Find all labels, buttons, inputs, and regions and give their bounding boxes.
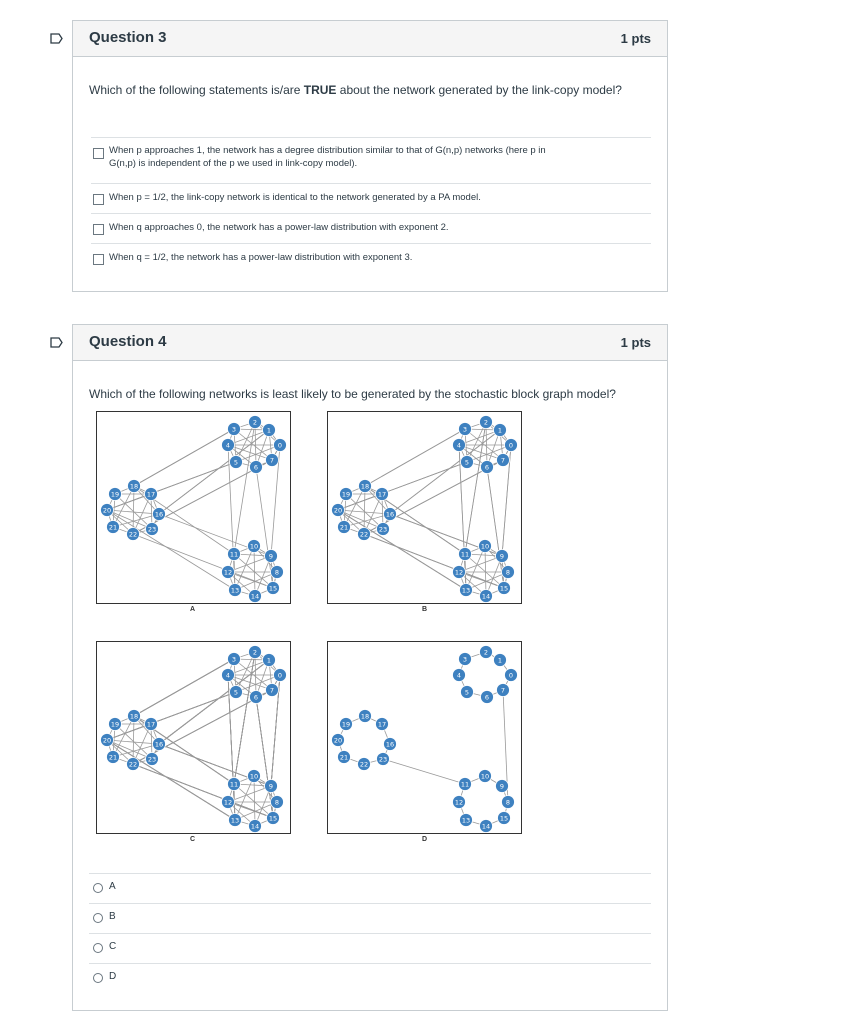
q3-option-1[interactable] [91, 137, 651, 184]
graph-node [480, 590, 493, 603]
svg-text:16: 16 [154, 740, 164, 749]
svg-text:20: 20 [102, 506, 112, 515]
network-graph-c [96, 641, 291, 834]
graph-node [265, 550, 278, 563]
graph-node [340, 488, 353, 501]
graph-node [248, 770, 261, 783]
svg-text:19: 19 [341, 490, 351, 499]
graph-node [453, 796, 466, 809]
q3-option-1-checkbox[interactable] [93, 148, 104, 159]
graph-node [271, 566, 284, 579]
svg-text:11: 11 [460, 550, 470, 559]
svg-text:14: 14 [481, 592, 491, 601]
graph-node [332, 504, 345, 517]
svg-text:3: 3 [462, 425, 468, 434]
svg-text:0: 0 [508, 671, 514, 680]
graph-edge [134, 429, 234, 486]
svg-text:12: 12 [454, 798, 464, 807]
graph-edge [254, 776, 255, 826]
q4-choice-c[interactable] [89, 933, 651, 964]
graph-node [230, 456, 243, 469]
graph-node [222, 439, 235, 452]
network-graph-a [96, 411, 291, 604]
graph-label-a: A [190, 606, 196, 613]
graph-node [502, 566, 515, 579]
graph-node [250, 461, 263, 474]
svg-text:6: 6 [253, 463, 259, 472]
graph-node [338, 751, 351, 764]
svg-text:9: 9 [499, 552, 505, 561]
graph-node [250, 691, 263, 704]
graph-node [479, 770, 492, 783]
svg-text:18: 18 [129, 712, 139, 721]
q3-option-4-label: When q = 1/2, the network has a power-law distribution with exponent 3. [109, 252, 413, 263]
graph-node [153, 738, 166, 751]
graph-edge [134, 659, 234, 716]
svg-text:8: 8 [274, 798, 280, 807]
graph-node [384, 508, 397, 521]
svg-text:21: 21 [108, 753, 118, 762]
graph-node [377, 523, 390, 536]
graph-edge [338, 510, 466, 590]
q4-choice-d[interactable] [89, 963, 651, 994]
svg-text:16: 16 [154, 510, 164, 519]
svg-text:8: 8 [505, 798, 511, 807]
graph-label-b: B [422, 606, 428, 613]
graph-edge [107, 510, 235, 590]
svg-text:1: 1 [266, 426, 272, 435]
graph-node [128, 710, 141, 723]
graph-node [128, 480, 141, 493]
svg-text:18: 18 [360, 482, 370, 491]
svg-text:0: 0 [277, 441, 283, 450]
graph-node [146, 753, 159, 766]
graph-node [248, 540, 261, 553]
svg-text:17: 17 [146, 720, 156, 729]
q3-option-3-label: When q approaches 0, the network has a power-law distribution with exponent 2. [109, 222, 449, 233]
svg-text:11: 11 [229, 550, 239, 559]
svg-text:21: 21 [339, 753, 349, 762]
svg-text:3: 3 [231, 425, 237, 434]
graph-node [266, 454, 279, 467]
graph-node [479, 540, 492, 553]
graph-node [229, 584, 242, 597]
graph-node [127, 528, 140, 541]
graph-label-c: C [190, 836, 196, 843]
svg-text:10: 10 [249, 772, 259, 781]
svg-text:15: 15 [268, 584, 278, 593]
graph-node [359, 710, 372, 723]
question-4-header [73, 325, 667, 361]
svg-text:5: 5 [464, 688, 470, 697]
svg-text:13: 13 [230, 816, 240, 825]
graph-node [376, 718, 389, 731]
graph-edge [107, 462, 236, 510]
graph-node [230, 686, 243, 699]
graph-node [222, 566, 235, 579]
svg-text:19: 19 [110, 490, 120, 499]
graph-node [107, 751, 120, 764]
svg-text:6: 6 [484, 463, 490, 472]
question-4-card [72, 324, 668, 1011]
svg-text:22: 22 [128, 530, 138, 539]
graph-node [222, 669, 235, 682]
graph-node [249, 820, 262, 833]
svg-text:8: 8 [274, 568, 280, 577]
graph-node [459, 423, 472, 436]
graph-node [228, 548, 241, 561]
svg-text:12: 12 [223, 568, 233, 577]
graph-node [229, 814, 242, 827]
graph-node [461, 456, 474, 469]
graph-node [461, 686, 474, 699]
graph-node [496, 780, 509, 793]
graph-edge [338, 462, 467, 510]
svg-text:13: 13 [230, 586, 240, 595]
graph-node [494, 424, 507, 437]
graph-node [494, 654, 507, 667]
svg-text:23: 23 [147, 525, 157, 534]
graph-node [359, 480, 372, 493]
graph-node [480, 646, 493, 659]
graph-node [271, 796, 284, 809]
svg-text:1: 1 [266, 656, 272, 665]
svg-text:20: 20 [102, 736, 112, 745]
graph-node [145, 718, 158, 731]
svg-text:4: 4 [456, 441, 462, 450]
graph-node [274, 439, 287, 452]
graph-edge [107, 692, 236, 740]
graph-node [109, 718, 122, 731]
svg-text:19: 19 [341, 720, 351, 729]
flag-icon[interactable] [50, 337, 63, 348]
svg-text:8: 8 [505, 568, 511, 577]
q4-choice-a-radio[interactable] [93, 883, 103, 893]
q3-option-3-checkbox[interactable] [93, 224, 104, 235]
svg-text:15: 15 [268, 814, 278, 823]
q4-choice-b-label: B [109, 911, 116, 922]
graph-node [460, 814, 473, 827]
svg-text:0: 0 [508, 441, 514, 450]
graph-node [340, 718, 353, 731]
q4-choice-a[interactable] [89, 873, 651, 904]
question-4-title: Question 4 [89, 333, 167, 350]
graph-node [265, 780, 278, 793]
graph-node [266, 684, 279, 697]
graph-node [145, 488, 158, 501]
svg-text:13: 13 [461, 816, 471, 825]
question-3-title: Question 3 [89, 29, 167, 46]
svg-text:11: 11 [460, 780, 470, 789]
svg-text:17: 17 [377, 490, 387, 499]
graph-node [249, 646, 262, 659]
graph-node [481, 461, 494, 474]
graph-node [127, 758, 140, 771]
graph-node [460, 584, 473, 597]
graph-node [453, 566, 466, 579]
graph-node [498, 812, 511, 825]
svg-text:6: 6 [484, 693, 490, 702]
svg-text:22: 22 [359, 760, 369, 769]
svg-text:9: 9 [499, 782, 505, 791]
svg-text:21: 21 [108, 523, 118, 532]
graph-node [505, 439, 518, 452]
graph-edge [485, 546, 486, 596]
graph-node [459, 778, 472, 791]
graph-node [146, 523, 159, 536]
graph-node [480, 416, 493, 429]
graph-node [358, 758, 371, 771]
svg-text:20: 20 [333, 736, 343, 745]
graph-node [153, 508, 166, 521]
q4-choice-d-radio[interactable] [93, 973, 103, 983]
svg-text:17: 17 [377, 720, 387, 729]
q3-option-3[interactable] [91, 213, 651, 244]
svg-text:4: 4 [225, 441, 231, 450]
graph-node [249, 590, 262, 603]
svg-text:5: 5 [233, 458, 239, 467]
svg-text:15: 15 [499, 584, 509, 593]
svg-text:22: 22 [359, 530, 369, 539]
svg-text:2: 2 [483, 418, 489, 427]
graph-label-d: D [422, 836, 428, 843]
svg-text:9: 9 [268, 782, 274, 791]
graph-node [480, 820, 493, 833]
graph-node [228, 653, 241, 666]
graph-node [267, 812, 280, 825]
graph-node [459, 548, 472, 561]
flag-icon[interactable] [50, 33, 63, 44]
graph-node [267, 582, 280, 595]
svg-text:2: 2 [252, 648, 258, 657]
question-4-prompt: Which of the following networks is least likely to be generated by the stochastic block graph model? [89, 387, 616, 401]
graph-node [263, 424, 276, 437]
graph-node [263, 654, 276, 667]
q3-option-2[interactable] [91, 183, 651, 214]
graph-node [505, 669, 518, 682]
svg-text:14: 14 [250, 822, 260, 831]
svg-text:2: 2 [252, 418, 258, 427]
q3-option-1-line1: When p approaches 1, the network has a degree distribution similar to that of G(n,p) networks (here p in [109, 145, 546, 156]
svg-text:12: 12 [454, 568, 464, 577]
question-3-header [73, 21, 667, 57]
svg-text:0: 0 [277, 671, 283, 680]
graph-node [459, 653, 472, 666]
graph-node [338, 521, 351, 534]
svg-text:2: 2 [483, 648, 489, 657]
graph-edge [365, 429, 465, 486]
graph-edge [383, 759, 465, 784]
graph-node [453, 669, 466, 682]
svg-text:5: 5 [464, 458, 470, 467]
graph-node [249, 416, 262, 429]
q3-option-1-line2: G(n,p) is independent of the p we used in link-copy model). [109, 158, 358, 169]
graph-node [502, 796, 515, 809]
network-graph-b [327, 411, 522, 604]
svg-text:21: 21 [339, 523, 349, 532]
svg-text:14: 14 [250, 592, 260, 601]
graph-node [497, 454, 510, 467]
q4-choice-b-radio[interactable] [93, 913, 103, 923]
svg-text:13: 13 [461, 586, 471, 595]
graph-node [377, 753, 390, 766]
svg-text:23: 23 [147, 755, 157, 764]
graph-edge [254, 546, 255, 596]
svg-text:23: 23 [378, 525, 388, 534]
graph-node [107, 521, 120, 534]
q3-option-2-label: When p = 1/2, the link-copy network is identical to the network generated by a PA model. [109, 192, 481, 203]
svg-text:10: 10 [249, 542, 259, 551]
graph-node [222, 796, 235, 809]
svg-text:7: 7 [500, 686, 506, 695]
graph-node [358, 528, 371, 541]
svg-text:1: 1 [497, 656, 503, 665]
graph-node [453, 439, 466, 452]
question-3-points: 1 pts [620, 31, 651, 46]
q4-choice-d-label: D [109, 971, 117, 982]
svg-text:5: 5 [233, 688, 239, 697]
svg-text:16: 16 [385, 510, 395, 519]
svg-text:12: 12 [223, 798, 233, 807]
graph-node [332, 734, 345, 747]
svg-text:16: 16 [385, 740, 395, 749]
graph-node [274, 669, 287, 682]
svg-text:9: 9 [268, 552, 274, 561]
q3-option-4-checkbox[interactable] [93, 254, 104, 265]
graph-node [376, 488, 389, 501]
graph-node [384, 738, 397, 751]
q3-option-4[interactable] [91, 243, 651, 274]
svg-text:7: 7 [269, 456, 275, 465]
svg-text:22: 22 [128, 760, 138, 769]
graph-node [228, 423, 241, 436]
graph-node [101, 504, 114, 517]
graph-node [101, 734, 114, 747]
q4-choice-a-label: A [109, 881, 116, 892]
q4-choice-c-label: C [109, 941, 117, 952]
svg-text:17: 17 [146, 490, 156, 499]
svg-text:19: 19 [110, 720, 120, 729]
svg-text:7: 7 [500, 456, 506, 465]
svg-text:15: 15 [499, 814, 509, 823]
svg-text:7: 7 [269, 686, 275, 695]
svg-text:18: 18 [360, 712, 370, 721]
q4-choice-c-radio[interactable] [93, 943, 103, 953]
svg-text:4: 4 [456, 671, 462, 680]
svg-text:14: 14 [481, 822, 491, 831]
svg-text:3: 3 [231, 655, 237, 664]
question-3-card [72, 20, 668, 292]
graph-node [496, 550, 509, 563]
graph-node [498, 582, 511, 595]
question-4-points: 1 pts [620, 335, 651, 350]
svg-text:4: 4 [225, 671, 231, 680]
svg-text:10: 10 [480, 542, 490, 551]
svg-text:1: 1 [497, 426, 503, 435]
svg-text:3: 3 [462, 655, 468, 664]
graph-node [481, 691, 494, 704]
question-3-prompt: Which of the following statements is/are TRUE about the network generated by the link-copy model? [89, 83, 622, 97]
graph-node [497, 684, 510, 697]
svg-text:11: 11 [229, 780, 239, 789]
q4-choice-b[interactable] [89, 903, 651, 934]
graph-node [109, 488, 122, 501]
graph-node [228, 778, 241, 791]
svg-text:18: 18 [129, 482, 139, 491]
svg-text:6: 6 [253, 693, 259, 702]
svg-text:20: 20 [333, 506, 343, 515]
network-graph-d [327, 641, 522, 834]
graph-edge [107, 740, 235, 820]
q3-option-2-checkbox[interactable] [93, 194, 104, 205]
svg-text:23: 23 [378, 755, 388, 764]
svg-text:10: 10 [480, 772, 490, 781]
